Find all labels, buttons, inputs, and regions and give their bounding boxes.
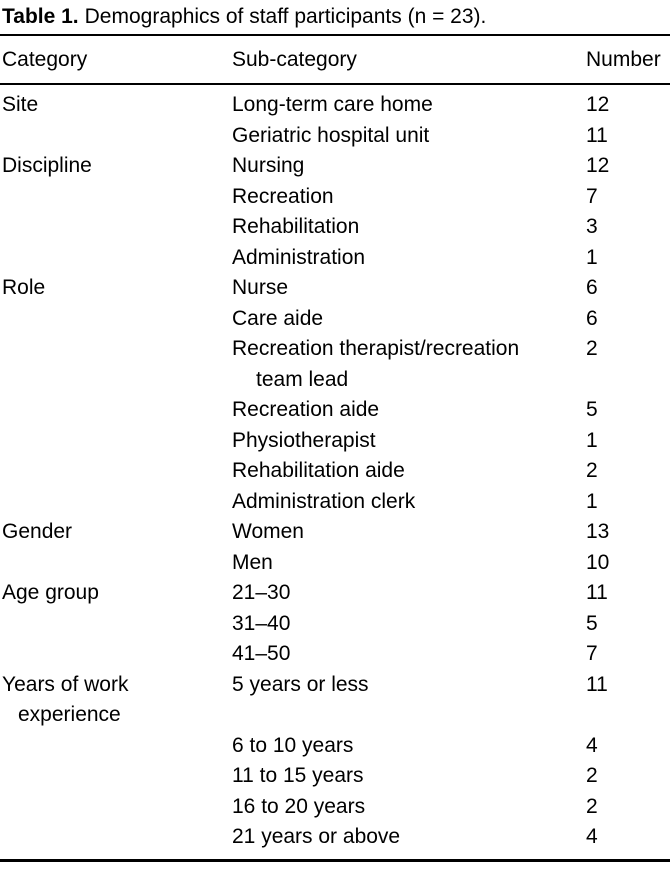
- number-cell: 2: [586, 337, 598, 360]
- number-cell: 11: [586, 123, 608, 147]
- table-row: [0, 761, 670, 792]
- table-row: [0, 731, 670, 762]
- category-cell: Gender: [2, 520, 73, 543]
- category-cell: [0, 395, 232, 426]
- number-cell: [586, 700, 670, 731]
- category-cell: [0, 304, 232, 335]
- subcategory-cell: Physiotherapist: [232, 428, 376, 452]
- number-cell: 5: [586, 398, 598, 421]
- subcategory-cell: 11 to 15 years: [232, 764, 364, 787]
- subcategory-cell: 16 to 20 years: [232, 794, 366, 818]
- number-cell: 4: [586, 733, 598, 757]
- subcategory-cell: Long-term care home: [232, 93, 433, 116]
- table-row: [0, 273, 670, 304]
- table-row: [0, 639, 670, 670]
- number-cell: 11: [586, 672, 608, 696]
- subcategory-cell: Care aide: [232, 306, 324, 330]
- number-cell: 12: [586, 154, 610, 177]
- category-cell: [0, 792, 232, 823]
- category-cell: [0, 487, 232, 518]
- subcategory-cell: 5 years or less: [232, 672, 369, 696]
- number-cell: 11: [586, 581, 608, 604]
- table-row: [0, 670, 670, 701]
- category-cell: Age group: [2, 581, 99, 604]
- table-row: [0, 243, 670, 274]
- table-row: [0, 151, 670, 182]
- table-row: [0, 792, 670, 823]
- category-cell: Site: [2, 93, 39, 116]
- category-cell: [0, 761, 232, 792]
- category-cell: Discipline: [2, 154, 92, 177]
- subcategory-cell: Women: [232, 520, 304, 543]
- number-cell: 2: [586, 459, 598, 482]
- category-cell: [0, 548, 232, 579]
- number-cell: 7: [586, 184, 598, 208]
- category-cell: [0, 822, 232, 853]
- number-cell: 12: [586, 93, 610, 116]
- category-cell: experience: [18, 703, 121, 726]
- table-header-row: [0, 36, 670, 85]
- table-caption-label: Table 1.: [2, 5, 79, 28]
- table-row: [0, 517, 670, 548]
- number-cell: 2: [586, 764, 598, 787]
- table-row: [0, 426, 670, 457]
- subcategory-cell: team lead: [256, 367, 349, 391]
- category-cell: [0, 365, 232, 396]
- table-row: [0, 365, 670, 396]
- category-cell: [0, 731, 232, 762]
- number-cell: 1: [586, 428, 598, 452]
- table-body: [0, 85, 670, 859]
- subcategory-cell: Administration clerk: [232, 489, 416, 513]
- subcategory-cell: Geriatric hospital unit: [232, 123, 430, 147]
- number-cell: 2: [586, 794, 598, 818]
- category-cell: [0, 639, 232, 670]
- subcategory-cell: 6 to 10 years: [232, 733, 354, 757]
- table-row: [0, 548, 670, 579]
- table-caption: [0, 0, 670, 34]
- category-cell: [0, 182, 232, 213]
- table-row: [0, 212, 670, 243]
- subcategory-cell: Administration: [232, 245, 366, 269]
- subcategory-cell: 31–40: [232, 611, 291, 635]
- subcategory-cell: Men: [232, 550, 273, 574]
- demographics-table: [0, 34, 670, 862]
- number-cell: 10: [586, 550, 610, 574]
- category-cell: Role: [2, 276, 46, 299]
- subcategory-cell: Nursing: [232, 154, 305, 177]
- subcategory-cell: Recreation aide: [232, 398, 380, 421]
- subcategory-cell: 21 years or above: [232, 825, 401, 848]
- category-cell: Years of work: [2, 672, 129, 696]
- table-row: [0, 304, 670, 335]
- category-cell: [0, 243, 232, 274]
- subcategory-cell: Rehabilitation aide: [232, 459, 405, 482]
- number-cell: 7: [586, 642, 598, 665]
- category-cell: [0, 609, 232, 640]
- number-cell: 3: [586, 215, 598, 238]
- category-cell: [0, 212, 232, 243]
- subcategory-cell: Nurse: [232, 276, 289, 299]
- column-header-category: Category: [2, 47, 88, 71]
- category-cell: [0, 456, 232, 487]
- subcategory-cell: [232, 700, 586, 731]
- column-header-number: Number: [586, 47, 661, 71]
- table-row: [0, 609, 670, 640]
- subcategory-cell: 41–50: [232, 642, 291, 665]
- table-row: [0, 578, 670, 609]
- number-cell: 1: [586, 245, 598, 269]
- table-row: [0, 90, 670, 121]
- number-cell: 6: [586, 276, 598, 299]
- number-cell: 13: [586, 520, 610, 543]
- table-row: [0, 456, 670, 487]
- subcategory-cell: Recreation: [232, 184, 334, 208]
- number-cell: 6: [586, 306, 598, 330]
- category-cell: [0, 334, 232, 365]
- subcategory-cell: Recreation therapist/recreation: [232, 337, 520, 360]
- number-cell: [586, 365, 670, 396]
- category-cell: [0, 426, 232, 457]
- number-cell: 1: [586, 489, 598, 513]
- table-row: [0, 487, 670, 518]
- number-cell: 4: [586, 825, 598, 848]
- table-row: [0, 182, 670, 213]
- subcategory-cell: Rehabilitation: [232, 215, 360, 238]
- table-caption-text: Demographics of staff participants (n = 23).: [84, 5, 487, 28]
- table-row: [0, 121, 670, 152]
- subcategory-cell: 21–30: [232, 581, 291, 604]
- table-row: [0, 395, 670, 426]
- table-row: [0, 822, 670, 853]
- table-row: [0, 334, 670, 365]
- category-cell: [0, 121, 232, 152]
- table-row: [0, 700, 670, 731]
- number-cell: 5: [586, 611, 598, 635]
- column-header-subcategory: Sub-category: [232, 47, 357, 71]
